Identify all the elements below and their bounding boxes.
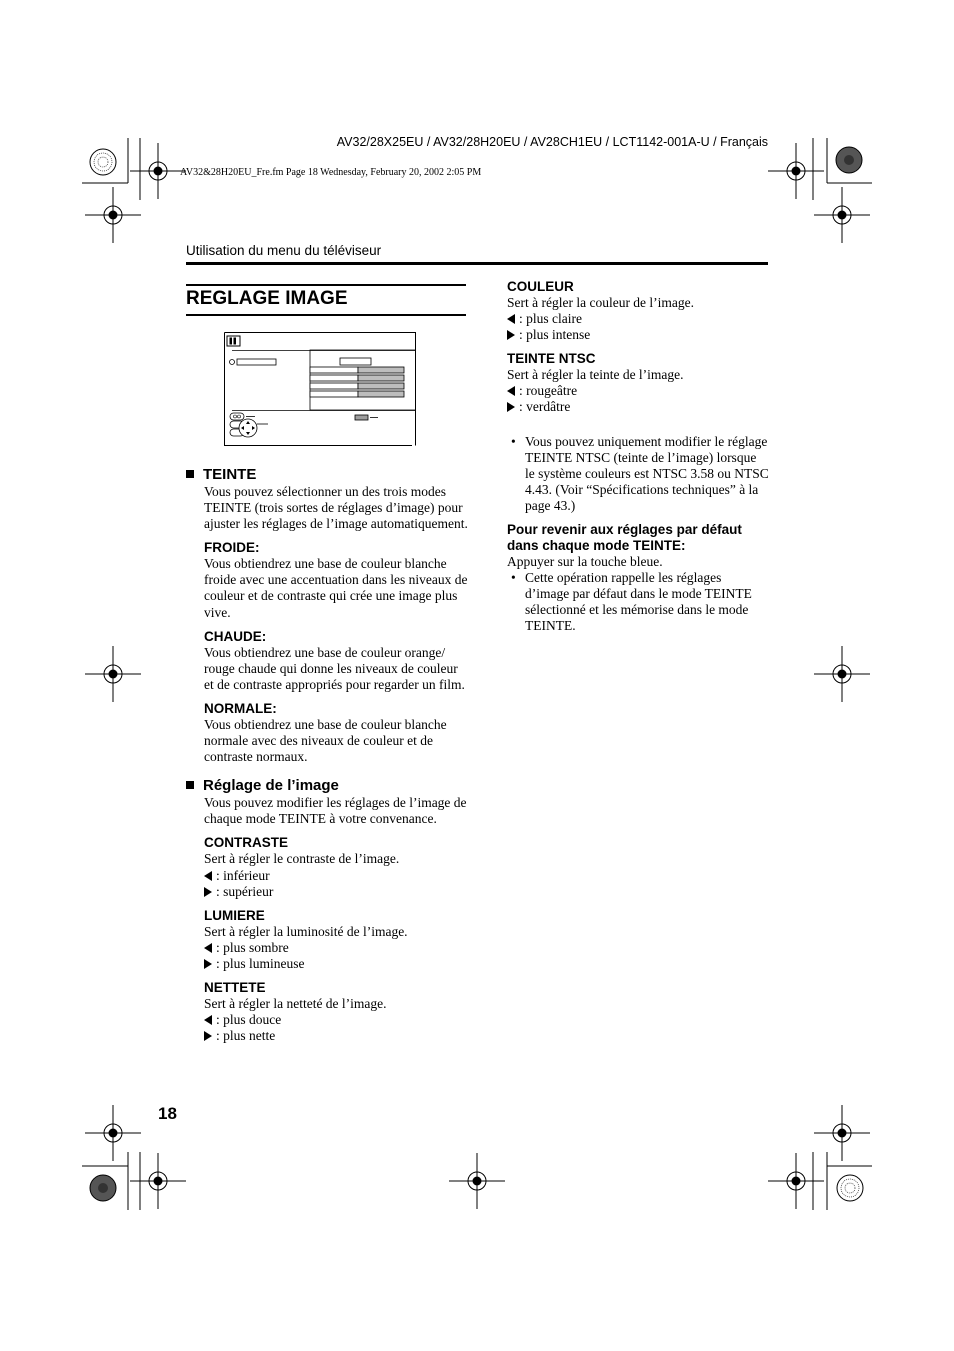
teinte-ntsc-label: TEINTE NTSC [507, 351, 596, 367]
left-column [186, 466, 468, 1044]
nettete-text: Sert à régler la netteté de l’image. [204, 995, 387, 1011]
left-arrow-icon [204, 1015, 212, 1025]
default-heading: Pour revenir aux réglages par défaut dans chaque mode TEINTE: [507, 522, 742, 554]
chaude-label: CHAUDE: [204, 628, 267, 644]
contraste-label: CONTRASTE [204, 835, 288, 851]
title-rule-bottom [186, 314, 466, 316]
contraste-right: : supérieur [204, 884, 468, 900]
normale-label: NORMALE: [204, 700, 277, 716]
lumiere-label: LUMIERE [204, 907, 265, 923]
header-rule [186, 262, 768, 265]
teinte-intro: Vous pouvez sélectionner un des trois modes TEINTE (trois sortes de réglages d’image) pour ajuster les réglages de l’image automatiquement. [204, 484, 468, 532]
square-bullet-icon [186, 781, 194, 789]
couleur-text: Sert à régler la couleur de l’image. [507, 295, 695, 310]
page-title: REGLAGE IMAGE [186, 288, 348, 309]
right-column [507, 279, 769, 635]
default-note: • Cette opération rappelle les réglages d’image par défaut dans le mode TEINTE sélectionné et les mémorise dans le mode TEINTE. [511, 570, 752, 634]
couleur-left: : plus claire [507, 311, 769, 327]
right-arrow-icon [204, 887, 212, 897]
contraste-left: : inférieur [204, 868, 468, 884]
contraste-text: Sert à régler le contraste de l’image. [204, 851, 400, 867]
froide-text: Vous obtiendrez une base de couleur blanche froide avec une accentuation dans les niveaux de couleur et de contraste qui crée une image plus vive. [204, 556, 468, 620]
teinte-ntsc-left: : rougeâtre [507, 383, 769, 399]
lumiere-right: : plus lumineuse [204, 956, 468, 972]
nettete-right: : plus nette [204, 1028, 468, 1044]
froide-label: FROIDE: [204, 540, 260, 556]
right-arrow-icon [204, 1031, 212, 1041]
reglage-section [186, 795, 468, 1044]
file-info: AV32&28H20EU_Fre.fm Page 18 Wednesday, February 20, 2002 2:05 PM [180, 167, 482, 178]
left-arrow-icon [204, 943, 212, 953]
left-arrow-icon [507, 386, 515, 396]
teinte-heading: TEINTE [186, 466, 468, 484]
title-rule-top [186, 284, 466, 286]
right-arrow-icon [507, 402, 515, 412]
left-arrow-icon [204, 871, 212, 881]
lumiere-text: Sert à régler la luminosité de l’image. [204, 923, 408, 939]
lumiere-left: : plus sombre [204, 940, 468, 956]
right-arrow-icon [204, 959, 212, 969]
teinte-ntsc-right: : verdâtre [507, 399, 769, 415]
ntsc-note: • Vous pouvez uniquement modifier le réglage TEINTE NTSC (teinte de l’image) lorsque le système couleurs est NTSC 3.58 ou NTSC 4.43. (Voir “Spécifications techniques” à la page 43.) [511, 433, 769, 513]
page-number: 18 [158, 1104, 177, 1123]
nettete-label: NETTETE [204, 979, 266, 995]
default-text: Appuyer sur la touche bleue. [507, 554, 663, 570]
running-head: Utilisation du menu du téléviseur [186, 243, 382, 258]
nettete-left: : plus douce [204, 1012, 468, 1028]
teinte-ntsc-text: Sert à régler la teinte de l’image. [507, 367, 684, 383]
normale-text: Vous obtiendrez une base de couleur blanche normale avec des niveaux de couleur et de contraste normaux. [204, 716, 447, 765]
menu-screen-illustration [224, 332, 416, 446]
teinte-section [186, 484, 468, 765]
reglage-intro: Vous pouvez modifier les réglages de l’image de chaque mode TEINTE à votre convenance. [204, 795, 467, 827]
couleur-label: COULEUR [507, 279, 574, 294]
left-arrow-icon [507, 314, 515, 324]
chaude-text: Vous obtiendrez une base de couleur orange/ rouge chaude qui donne les niveaux de couleur et de contraste appropriés pour regarder un film. [204, 644, 465, 692]
reglage-heading: Réglage de l’image [186, 777, 468, 795]
right-arrow-icon [507, 330, 515, 340]
square-bullet-icon [186, 470, 194, 478]
couleur-right: : plus intense [507, 327, 769, 343]
document-id: AV32/28X25EU / AV32/28H20EU / AV28CH1EU / LCT1142-001A-U / Français [336, 135, 768, 149]
